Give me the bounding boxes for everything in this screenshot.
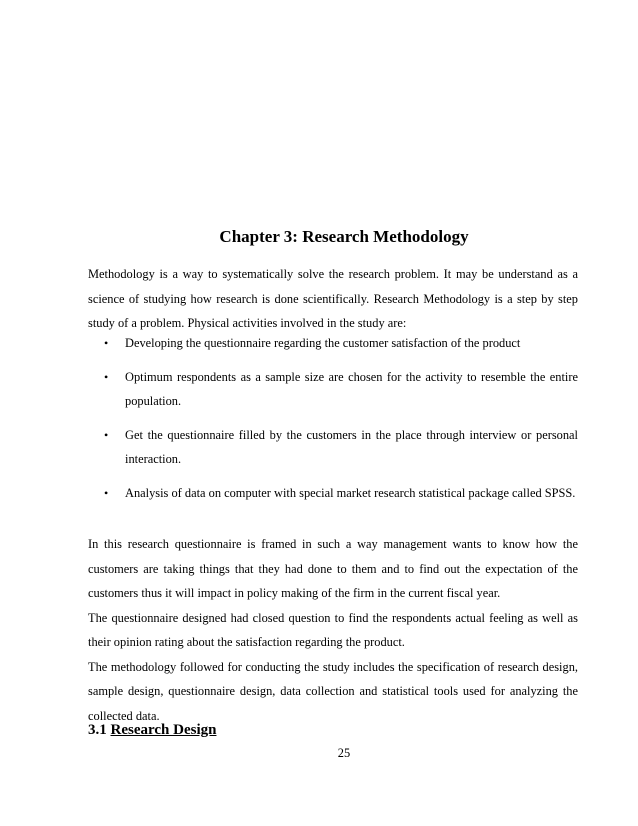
- list-item: [88, 481, 578, 506]
- section-number: 3.1: [88, 722, 107, 738]
- list-item-text: Analysis of data on computer with special market research statistical package called SPSS.: [125, 485, 576, 500]
- list-item-text: Developing the questionnaire regarding the customer satisfaction of the product: [125, 336, 521, 350]
- list-item: [88, 331, 578, 356]
- bullet-icon: •: [104, 485, 109, 500]
- list-item-text: Get the questionnaire filled by the customers in the place through interview or personal interaction.: [125, 427, 578, 466]
- section-heading: [88, 719, 216, 741]
- bullet-icon: •: [104, 369, 109, 384]
- paragraph-questionnaire-framing: In this research questionnaire is framed in such a way management wants to know how the customers are taking things that they had done to them and to find out the expectation of the customers thus it will impact in policy making of the firm in the current fiscal year.: [88, 537, 578, 600]
- chapter-title: Chapter 3: Research Methodology: [219, 227, 469, 246]
- list-item-text: Optimum respondents as a sample size are chosen for the activity to resemble the entire population.: [125, 369, 578, 408]
- list-item: [88, 423, 578, 472]
- list-item: [88, 365, 578, 414]
- paragraph-methodology: The methodology followed for conducting the study includes the specification of research design, sample design, questionnaire design, data collection and statistical tools used for analyzing the collected data.: [88, 659, 578, 723]
- paragraph-questionnaire-design: The questionnaire designed had closed question to find the respondents actual feeling as well as their opinion rating about the satisfaction regarding the product.: [88, 610, 578, 649]
- body-paragraphs: [88, 532, 578, 728]
- page-number: 25: [337, 746, 351, 760]
- bullet-icon: •: [104, 427, 109, 442]
- activities-list: [88, 331, 578, 514]
- intro-paragraph: Methodology is a way to systematically solve the research problem. It may be understand as a science of studying how research is done scientifically. Research Methodology is a step by step study of a problem. Physical activities involved in the study are:: [88, 267, 578, 330]
- section-title: Research Design: [110, 722, 217, 738]
- bullet-icon: •: [104, 336, 109, 350]
